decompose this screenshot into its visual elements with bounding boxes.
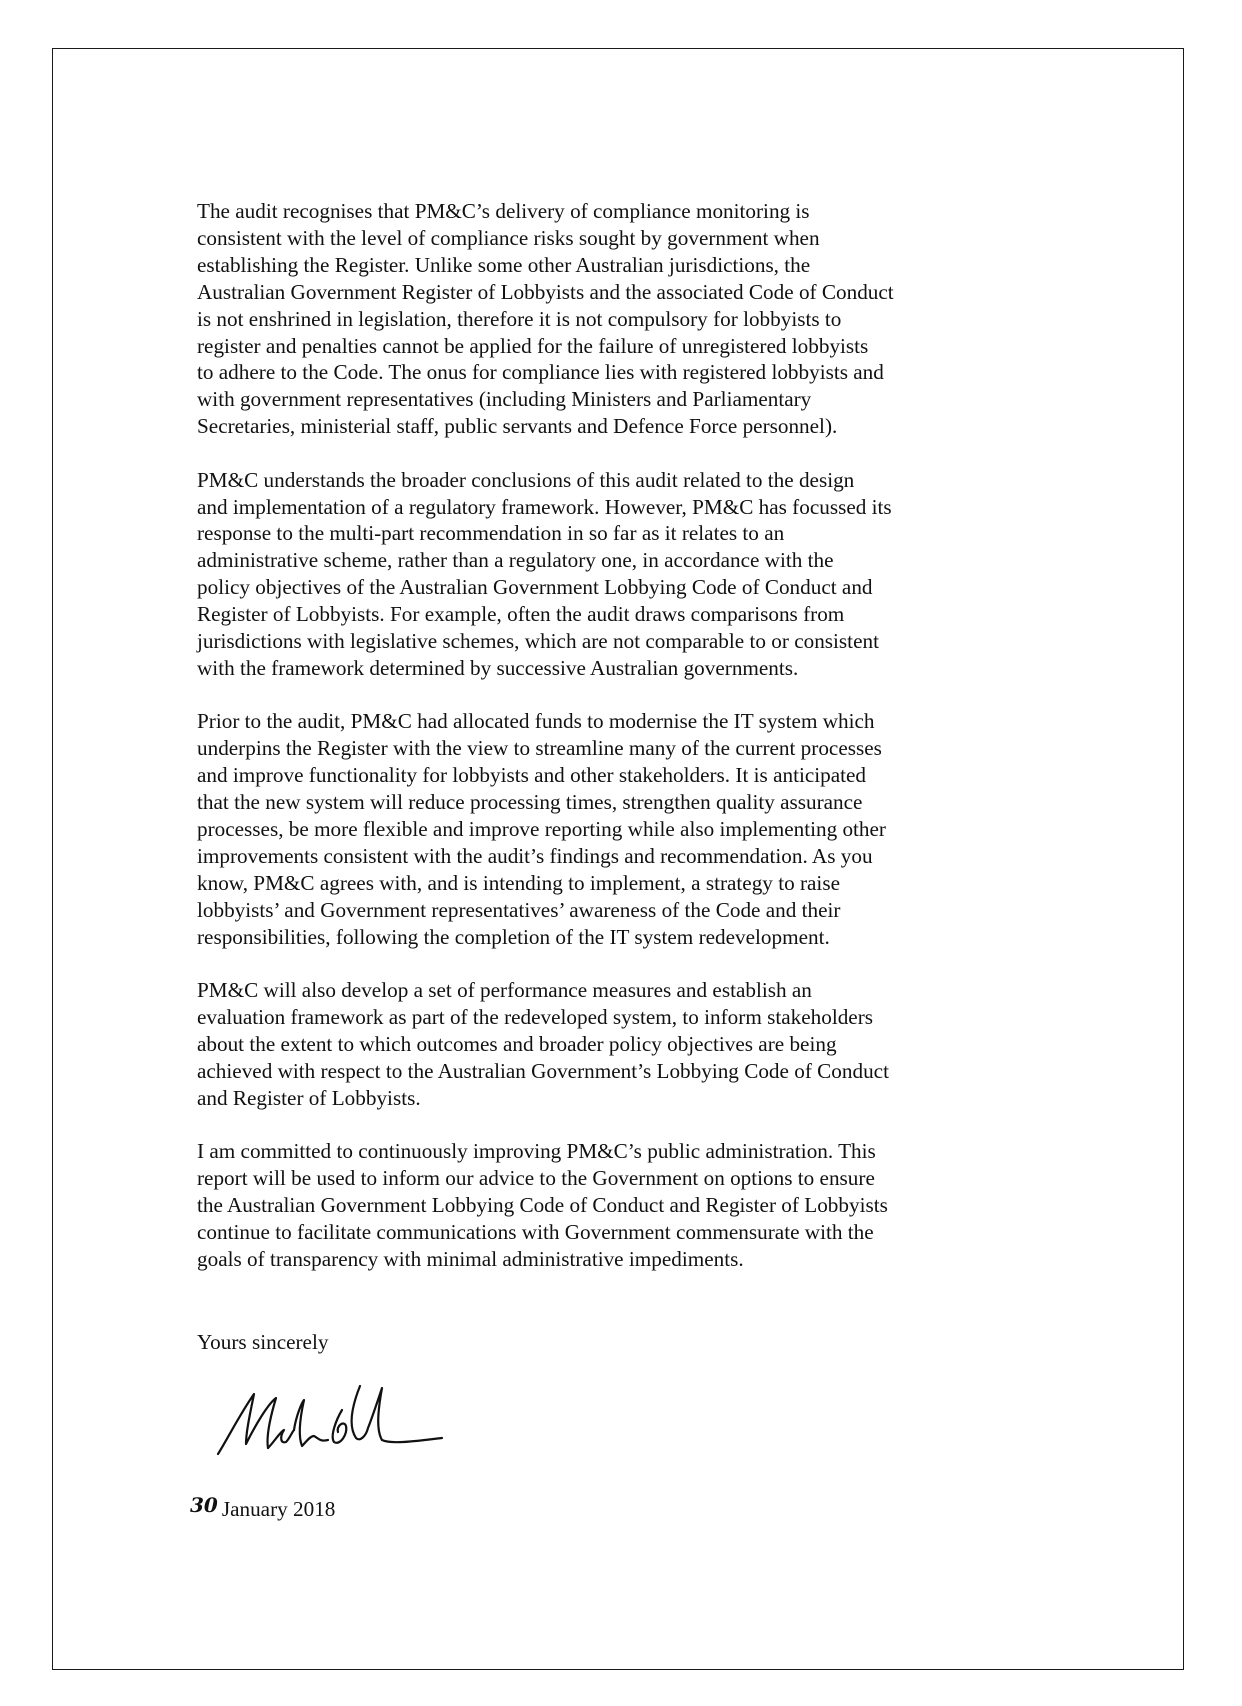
letter-body — [197, 198, 1077, 1299]
paragraph-performance-measures: PM&C will also develop a set of performance measures and establish an evaluation framework as part of the redeveloped system, to inform stakeholders about the extent to which outcomes and broader policy objectives are being achieved with respect to the Australian Government’s Lobbying Code of Conduct and Register of Lobbyists. — [197, 978, 889, 1110]
paragraph-audit-recognition: The audit recognises that PM&C’s delivery of compliance monitoring is consistent with the level of compliance risks sought by government when establishing the Register. Unlike some other Australian jurisdictions, the Australian Government Register of Lobbyists and the associated Code of Conduct is not enshrined in legislation, therefore it is not compulsory for lobbyists to register and penalties cannot be applied for the failure of unregistered lobbyists to adhere to the Code. The onus for compliance lies with registered lobbyists and with government representatives (including Ministers and Parliamentary Secretaries, ministerial staff, public servants and Defence Force personnel). — [197, 199, 894, 439]
paragraph-it-system: Prior to the audit, PM&C had allocated funds to modernise the IT system which underpins the Register with the view to streamline many of the current processes and improve functionality for lobbyists and other stakeholders. It is anticipated that the new system will reduce processing times, strengthen quality assurance processes, be more flexible and improve reporting while also implementing other improvements consistent with the audit’s findings and recommendation. As you know, PM&C agrees with, and is intending to implement, a strategy to raise lobbyists’ and Government representatives’ awareness of the Code and their responsibilities, following the completion of the IT system redevelopment. — [197, 709, 886, 949]
paragraph-broader-conclusions: PM&C understands the broader conclusions of this audit related to the design and implementation of a regulatory framework. However, PM&C has focussed its response to the multi-part recommendation in so far as it relates to an administrative scheme, rather than a regulatory one, in accordance with the policy objectives of the Australian Government Lobbying Code of Conduct and Register of Lobbyists. For example, often the audit draws comparisons from jurisdictions with legislative schemes, which are not comparable to or consistent with the framework determined by successive Australian governments. — [197, 467, 892, 680]
paragraph-commitment: I am committed to continuously improving PM&C’s public administration. This report will be used to inform our advice to the Government on options to ensure the Australian Government Lobbying Code of Conduct and Register of Lobbyists continue to facilitate communications with Government commensurate with the goals of transparency with minimal administrative impediments. — [197, 1139, 888, 1271]
closing-salutation: Yours sincerely — [197, 1330, 329, 1354]
letter-date — [190, 1493, 336, 1522]
date-day-handwritten: 30 — [190, 1493, 218, 1517]
handwritten-signature — [210, 1380, 450, 1470]
date-month-year: January 2018 — [221, 1497, 336, 1521]
